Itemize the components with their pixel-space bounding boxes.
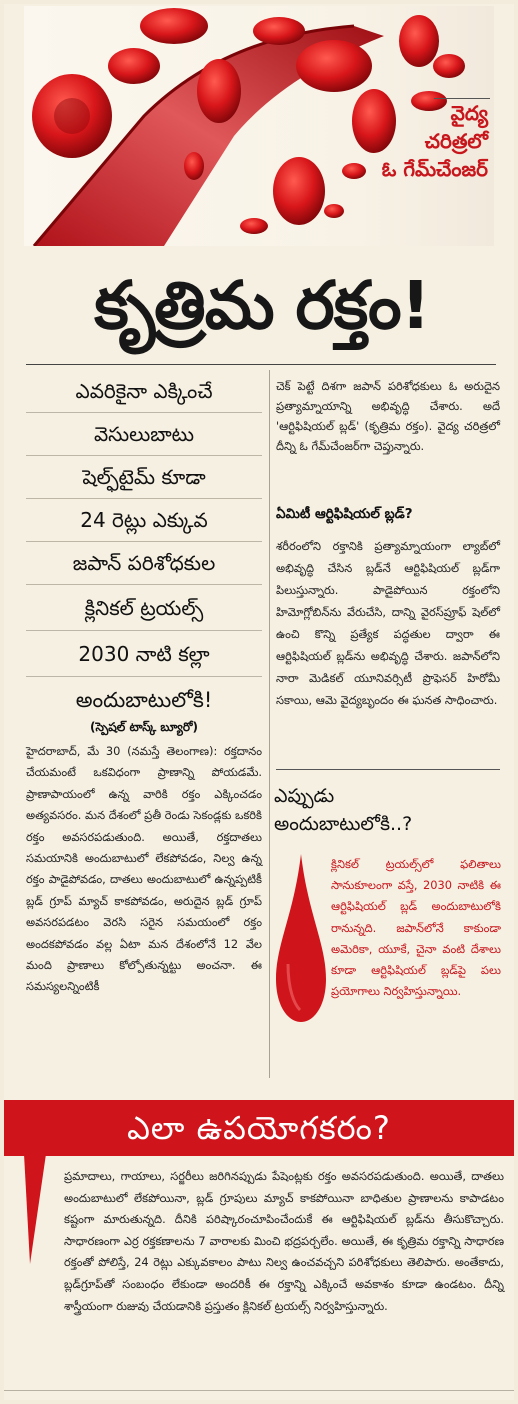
article-body-right-2: శరీరంలోని రక్తానికి ప్రత్యామ్నాయంగా ల్యాబ్‌లో అభివృద్ధి చేసిన బ్లడ్‌నే ఆర్టిఫిషియల్ బ్లడ్‌గా పిలుస్తున్నారు. పాడైపోయిన రక్తంలోని హిమోగ్లోబిన్‌ను వేరుచేసి, దాన్ని వైరస్‌ప్రూఫ్ షెల్‌లో ఉంచి కొన్ని ప్రత్యేక పద్ధతుల ద్వారా ఈ ఆర్టిఫిషియల్ బ్లడ్‌ను అభివృద్ధి చేశారు. జపాన్‌లోని నారా మెడికల్ యూనివర్సిటీ ప్రొఫెసర్ హిరోమీ సకాయి, ఆమె వైద్యబృందం ఈ ఘనత సాధించారు. (276, 539, 500, 707)
red-blood-cell (399, 15, 439, 67)
availability-body: క్లినికల్ ట్రయల్స్‌లో ఫలితాలు సానుకూలంగా వస్తే, 2030 నాటికి ఈ ఆర్టిఫిషియల్ బ్లడ్ అందుబాటులోకి రానున్నది. జపాన్‌లోనే కాకుండా అమెరికా, యూకే, చైనా వంటి దేశాలు కూడా ఆర్టిఫిషియల్ బ్లడ్‌పై పలు ప్రయోగాలు నిర్వహిస్తున్నాయి. (331, 857, 501, 999)
deck-line: 24 రెట్లు ఎక్కువ (26, 499, 262, 542)
red-blood-cell (296, 40, 372, 92)
availability-heading-line: అందుబాటులోకి..? (274, 813, 413, 835)
red-blood-cell (184, 152, 204, 180)
column-divider (269, 370, 270, 1078)
kicker-line: ఓ గేమ్‌చేంజర్ (381, 157, 488, 181)
red-blood-cell (140, 8, 208, 44)
hero-illustration (24, 6, 494, 246)
red-blood-cell (197, 59, 241, 123)
kicker-line: చరిత్రలో (424, 129, 488, 153)
kicker-text (378, 99, 488, 183)
deck-line: వెసులుబాటు (26, 413, 262, 456)
article-body-left: హైదరాబాద్, మే 30 (నమస్తే తెలంగాణ): రక్తదానం చేయమంటే ఒకవిధంగా ప్రాణాన్ని పోయడమే. ప్రాణాపాయంలో ఉన్న వారికి రక్తం ఎక్కించడం అత్యవసరం. మన దేశంలో ప్రతీ రెండు సెకండ్లకు ఒకరికి రక్తం అవసరపడుతుంది. అయితే, రక్తదాతలు సమయానికి అందుబాటులో లేకపోవడం, నిల్వ ఉన్న రక్తం పాడైపోవడం, దాతలు అందుబాటులో ఉన్నప్పటికీ బ్లడ్ గ్రూప్ మ్యాచ్ కాకపోవడం, అరుదైన బ్లడ్ గ్రూప్ అవసరపడటం వెరసి సరైన సమయంలో రక్తం అందకపోవడం వల్ల ఏటా మన దేశంలోనే 12 వేల మంది ప్రాణాలు కోల్పోతున్నట్టు అంచనా. ఈ సమస్యలన్నింటికీ (26, 744, 262, 994)
deck-line: జపాన్ పరిశోధకుల (26, 542, 262, 585)
subheading: ఏమిటీ ఆర్టిఫిషియల్ బ్లడ్? (276, 506, 413, 522)
deck-highlights (26, 370, 262, 723)
availability-heading (274, 782, 502, 838)
article-body-bottom: ప్రమాదాలు, గాయాలు, సర్జరీలు జరిగినప్పుడు పేషెంట్లకు రక్తం అవసరపడుతుంది. అయితే, దాతలు అందుబాటులో లేకపోయినా, బ్లడ్ గ్రూపులు మ్యాచ్ కాకపోయినా బాధితుల ప్రాణాలను కాపాడటం కష్టంగా మారుతున్నది. దీనికి పరిష్కారంచూపించేందుకే ఈ ఆర్టిఫిషియల్ బ్లడ్‌ను తీసుకొచ్చారు. సాధారణంగా ఎర్ర రక్తకణాలను 7 వారాలకు మించి భద్రపర్చలేం. అయితే, ఈ కృత్రిమ రక్తాన్ని సాధారణ రక్తంతో పోలిస్తే, 24 రెట్లు ఎక్కువకాలం పాటు నిల్వ ఉంచవచ్చని పరిశోధకులు తెలిపారు. అంతేకాదు, బ్లడ్‌గ్రూప్‌తో సంబంధం లేకుండా అందరికీ ఈ రక్తాన్ని ఎక్కించే అవకాశం కూడా ఉండటం. దీన్ని శాస్త్రీయంగా రుజువు చేయడానికి ప్రస్తుతం క్లినికల్ ట్రయల్స్ నిర్వహిస్తున్నారు. (64, 1169, 504, 1313)
section-banner-title: ఎలా ఉపయోగకరం? (127, 1109, 391, 1147)
red-blood-cell (253, 17, 305, 45)
red-blood-cell (433, 54, 465, 78)
red-blood-cell (273, 157, 325, 225)
red-blood-cell (324, 204, 344, 218)
headline-rule (26, 364, 496, 365)
deck-line: షెల్ఫ్‌టైమ్ కూడా (26, 456, 262, 499)
red-blood-cell (108, 48, 160, 84)
kicker-line: వైద్య (450, 101, 488, 125)
deck-line: అందుబాటులోకి! (75, 688, 213, 712)
red-blood-cell (240, 218, 268, 234)
blood-drop-icon (274, 854, 328, 1024)
red-blood-cell (342, 163, 366, 179)
bottom-rule (4, 1390, 514, 1391)
deck-line: 2030 నాటి కల్లా (26, 631, 262, 677)
newspaper-clipping (4, 4, 514, 1400)
availability-heading-line: ఎప్పుడు (274, 785, 335, 807)
deck-line: క్లినికల్ ట్రయల్స్ (26, 585, 262, 631)
byline: (స్పెషల్ టాస్క్ బ్యూరో) (89, 720, 199, 734)
article-body-right: చెక్ పెట్టే దిశగా జపాన్ పరిశోధకులు ఓ అరుదైన ప్రత్యామ్నాయాన్ని అభివృద్ధి చేశారు. అదే 'ఆర్టిఫిషియల్ బ్లడ్' (కృత్రిమ రక్తం). వైద్య చరిత్రలో దీన్ని ఓ గేమ్‌చేంజర్‌గా చెప్తున్నారు. (276, 379, 500, 453)
headline: కృత్రిమ రక్తం! (94, 267, 430, 344)
banner-tail-icon (24, 1154, 46, 1264)
section-rule (276, 769, 500, 770)
deck-line: ఎవరికైనా ఎక్కించే (26, 370, 262, 413)
